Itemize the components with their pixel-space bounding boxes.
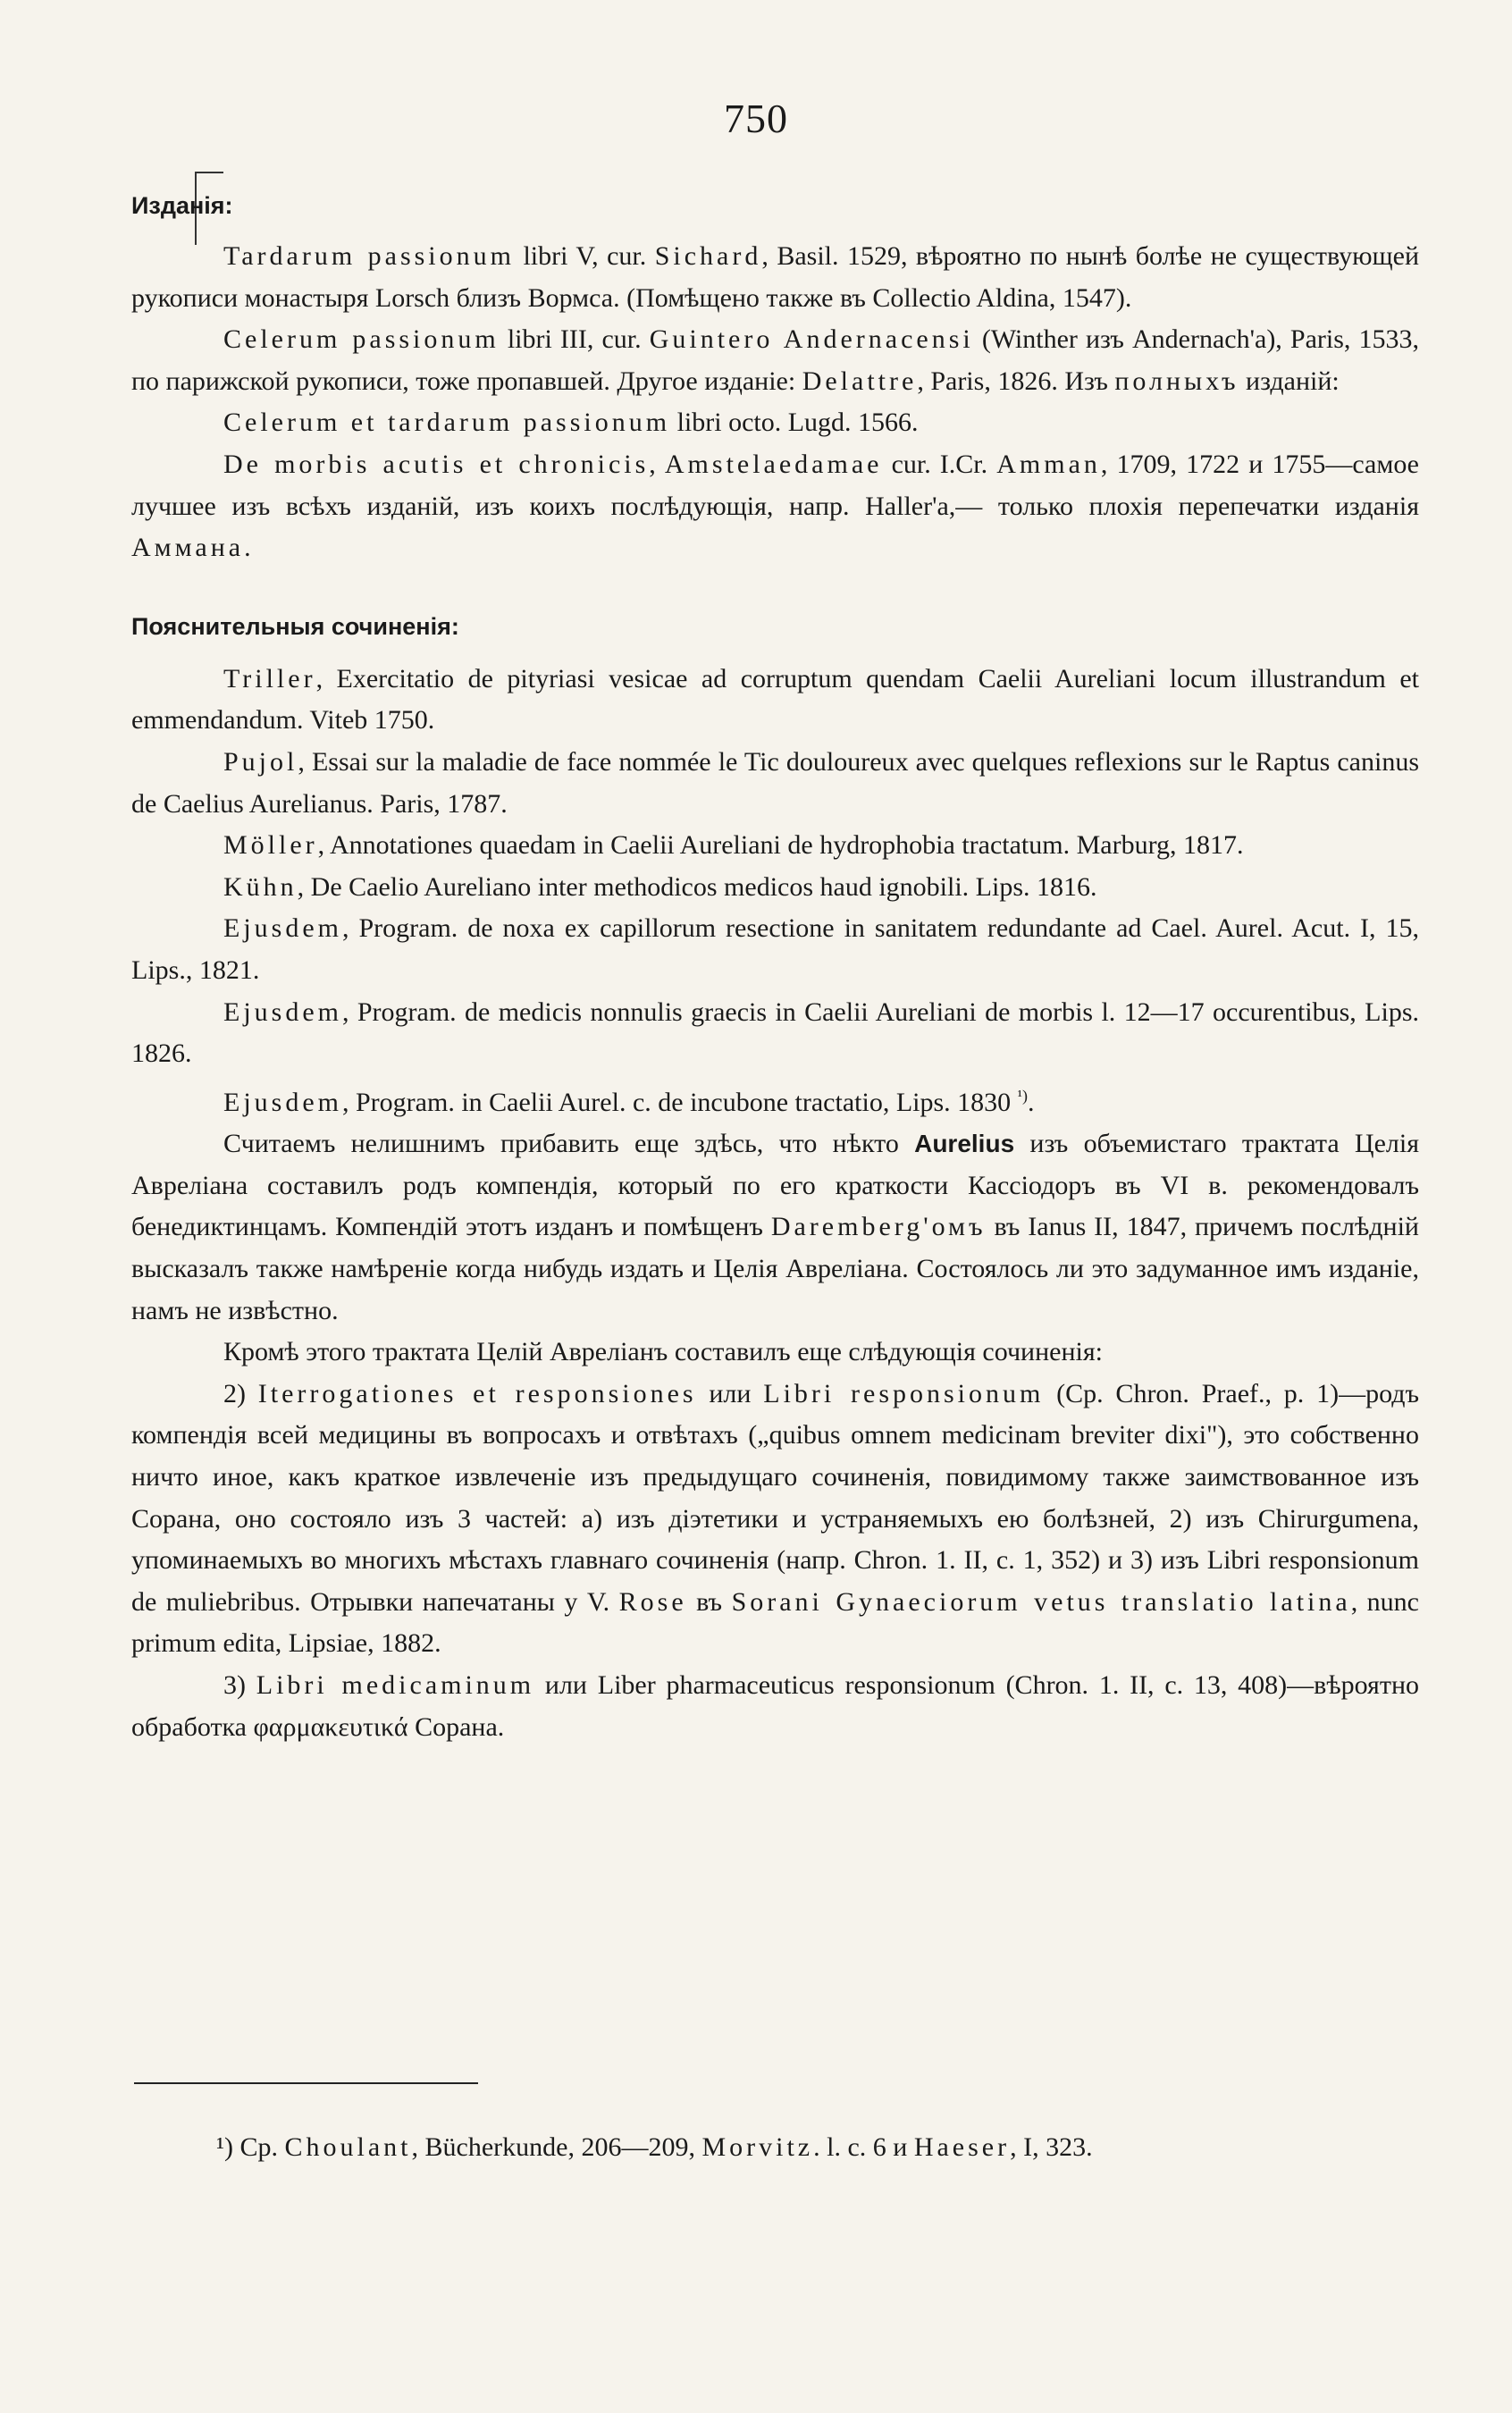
- edition-entry: Celerum passionum libri III, cur. Guintero Andernacensi (Winther изъ Andernach'a), Paris, 1533, по парижской рукописи, тоже пропавшей. Другое изданіе: Delattre, Paris, 1826. Изъ полныхъ изданій:: [131, 324, 1419, 396]
- commentary-entry: Ejusdem, Program. de noxa ex capillorum resectione in sanitatem redundante ad Cael. Aurel. Acut. I, 15, Lips., 1821.: [131, 913, 1419, 985]
- work-item-3: 3) Libri medicaminum или Liber pharmaceuticus responsionum (Chron. 1. II, c. 13, 408)—вѣроятно обработка φαρμακευτικά Сорана.: [131, 1670, 1419, 1742]
- commentary-entry: Pujol, Essai sur la maladie de face nommée le Tic douloureux avec quelques reflexions sur le Raptus caninus de Caelius Aurelianus. Paris, 1787.: [131, 746, 1419, 819]
- footnote-ref: ¹): [1017, 1086, 1029, 1105]
- commentaries-heading: Пояснительныя сочиненія:: [131, 612, 459, 640]
- page-number: 750: [724, 96, 788, 141]
- edition-entry: Tardarum passionum libri V, cur. Sichard, Basil. 1529, вѣроятно по нынѣ болѣе не существующей рукописи монастыря Lorsch близъ Вормса. (Помѣщено также въ Collectio Aldina, 1547).: [131, 241, 1419, 313]
- commentary-entry: Möller, Annotationes quaedam in Caelii Aureliani de hydrophobia tractatum. Marburg, 1817.: [223, 830, 1244, 861]
- editions-heading: Изданія:: [131, 192, 233, 219]
- compendium-paragraph: Считаемъ нелишнимъ прибавить еще здѣсь, что нѣкто Aurelius изъ объемистаго трактата Целія Авреліана составилъ родъ компендія, который по его краткости Кассіодоръ въ VI в. рекомендовалъ бенедиктинцамъ. Компендій этотъ изданъ и помѣщенъ Daremberg'омъ въ Ianus II, 1847, причемъ послѣдній высказалъ также намѣреніе когда нибудь издать и Целія Авреліана. Состоялось ли это задуманное имъ изданіе, намъ не извѣстно.: [131, 1129, 1419, 1325]
- edition-entry: Celerum et tardarum passionum libri octo. Lugd. 1566.: [223, 408, 919, 438]
- footnote-rule: [134, 2082, 478, 2084]
- footnote-text: ¹) Cp. Choulant, Bücherkunde, 206—209, Morvitz. l. c. 6 и Haeser, I, 323.: [216, 2132, 1093, 2162]
- body-text: [131, 188, 1419, 1748]
- commentary-entry: Kühn, De Caelio Aureliano inter methodicos medicos haud ignobili. Lips. 1816.: [223, 871, 1097, 902]
- commentary-entry: Triller, Exercitatio de pityriasi vesicae ad corruptum quendam Caelii Aureliani locum illustrandum et emmendandum. Viteb 1750.: [131, 663, 1419, 736]
- other-works-paragraph: Кромѣ этого трактата Целій Авреліанъ составилъ еще слѣдующія сочиненія:: [223, 1337, 1103, 1367]
- work-item-2: 2) Iterrogationes et responsiones или Libri responsionum (Cp. Chron. Praef., p. 1)—родъ компендія всей медицины въ вопросахъ и отвѣтахъ („quibus omnem medicinam breviter dixi"), это собственно ничто иное, какъ краткое извлеченіе изъ предыдущаго сочиненія, повидимому также заимствованное изъ Сорана, оно состояло изъ 3 частей: а) изъ діэтетики и устраняемыхъ ею болѣзней, 2) изъ Chirurgumena, упоминаемыхъ во многихъ мѣстахъ главнаго сочиненія (напр. Chron. 1. II, c. 1, 352) и 3) изъ Libri responsionum de muliebribus. Отрывки напечатаны у V. Rose въ Sorani Gynaeciorum vetus translatio latina, nunc primum edita, Lipsiae, 1882.: [131, 1378, 1419, 1659]
- edition-entry: De morbis acutis et chronicis, Amstelaedamae cur. I.Cr. Amman, 1709, 1722 и 1755—самое лучшее изъ всѣхъ изданій, изъ коихъ послѣдующія, напр. Haller'a,— только плохія перепечатки изданія Аммана.: [131, 449, 1419, 563]
- commentary-entry: Ejusdem, Program. in Caelii Aurel. c. de incubone tractatio, Lips. 1830 $^{^1)}$.: [223, 1086, 1035, 1117]
- commentary-entry: Ejusdem, Program. de medicis nonnulis graecis in Caelii Aureliani de morbis l. 12—17 occurentibus, Lips. 1826.: [131, 996, 1419, 1069]
- footnote: [134, 2127, 1419, 2169]
